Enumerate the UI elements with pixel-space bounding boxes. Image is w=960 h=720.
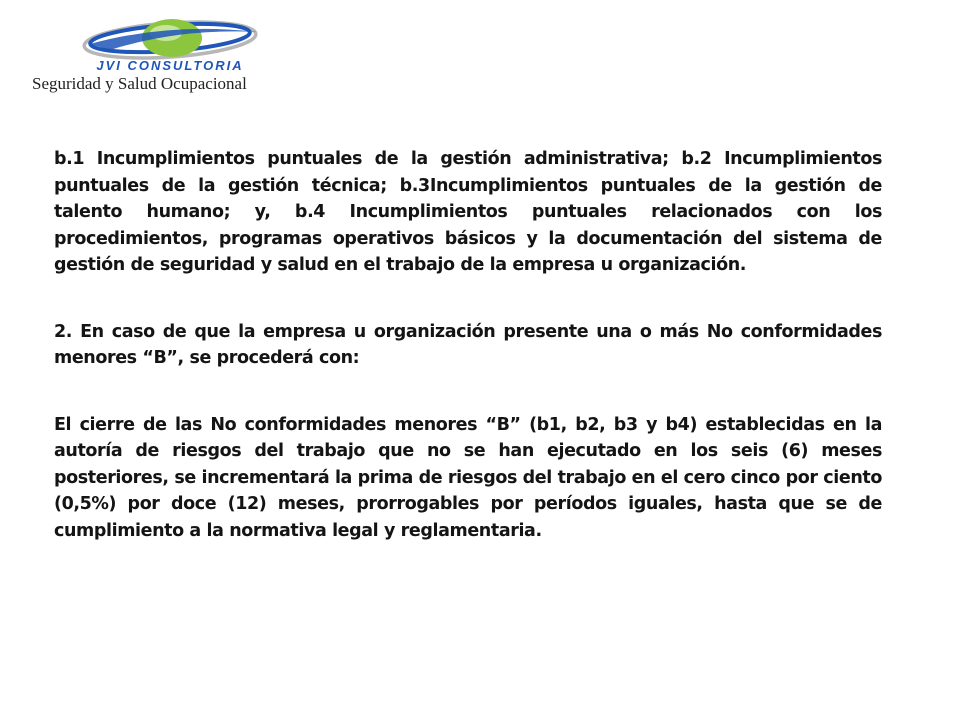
paragraph-no-conformidades: 2. En caso de que la empresa u organización presente una o más No conformidades menores “B”, se procederá con: xyxy=(54,321,882,368)
logo-text: JVI CONSULTORIA xyxy=(96,58,244,73)
jvi-consultoria-logo xyxy=(70,14,270,76)
paragraph-cierre: El cierre de las No conformidades menores “B” (b1, b2, b3 y b4) establecidas en la autoría de riesgos del trabajo que no se han ejecutado en los seis (6) meses posteriores, se incrementará la prima de riesgos del trabajo en el cero cinco por ciento (0,5%) por doce (12) meses, prorrogables por períodos iguales, hasta que se de cumplimiento a la normativa legal y reglamentaria. xyxy=(54,414,882,541)
paragraph-b-incumplimientos: b.1 Incumplimientos puntuales de la gestión administrativa; b.2 Incumplimientos puntuales de la gestión técnica; b.3Incumplimientos puntuales de la gestión de talento humano; y, b.4 Incumplimientos puntuales relacionados con los procedimientos, programas operativos básicos y la documentación del sistema de gestión de seguridad y salud en el trabajo de la empresa u organización. xyxy=(54,149,882,275)
text-body xyxy=(54,146,882,544)
company-subtitle: Seguridad y Salud Ocupacional xyxy=(32,74,247,93)
